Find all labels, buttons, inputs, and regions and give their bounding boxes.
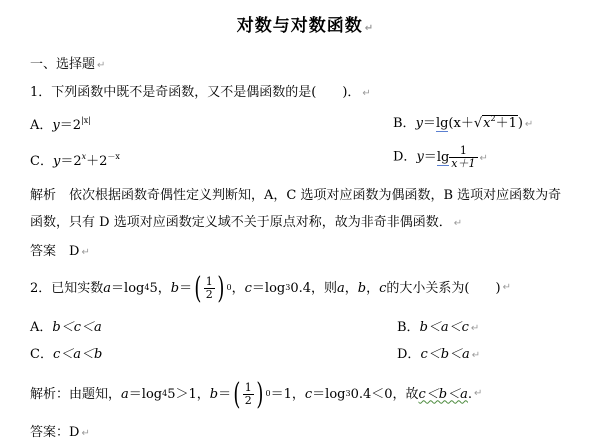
log-base: 3 — [285, 283, 291, 292]
lg-text: lg — [435, 116, 449, 131]
exponent: 0 — [226, 283, 232, 292]
log-base: 3 — [345, 389, 351, 398]
separator: ， — [366, 280, 380, 296]
return-mark: ↵ — [474, 388, 483, 399]
var-y: y — [415, 116, 423, 131]
sqrt-body — [482, 115, 518, 131]
equation-text: ＝2 — [60, 154, 82, 169]
equation-text: ＝log — [312, 386, 346, 402]
var-b: b — [170, 280, 180, 296]
option-label: A． — [30, 320, 53, 335]
answer-text: 答案：D — [30, 425, 80, 440]
exponent: 2 — [490, 114, 496, 123]
left-paren: ( — [194, 270, 202, 306]
option-text: c＜b＜a — [420, 347, 470, 362]
equation-text: ＝ — [423, 149, 437, 165]
return-mark: ↵ — [97, 60, 106, 71]
analysis-text: 解析：由题知， — [30, 386, 122, 402]
return-mark: ↵ — [362, 88, 371, 99]
option-text: b＜c＜a — [52, 320, 102, 335]
q2-answer — [30, 426, 90, 439]
equation-text: ＝log — [128, 386, 163, 402]
option-text: b＜a＜c — [419, 320, 469, 335]
exponent: |x| — [81, 116, 91, 125]
q1-analysis-line-1 — [30, 189, 561, 202]
var-a: a — [103, 280, 112, 296]
analysis-text: 解析 依次根据函数奇偶性定义判断知，A，C 选项对应函数为偶函数，B 选项对应函数为奇 — [30, 188, 562, 203]
var-y: y — [416, 149, 424, 165]
title-text: 对数与对数函数 — [236, 16, 363, 36]
exponent: －x — [107, 152, 120, 161]
option-label: C． — [30, 154, 53, 169]
equation-text: ＝log — [251, 280, 286, 296]
var-a: a — [121, 386, 129, 402]
analysis-text: 函数，只有 D 选项对应函数定义域不关于原点对称，故为非奇非偶函数． — [30, 215, 452, 230]
return-mark: ↵ — [81, 428, 90, 439]
exponent: 0 — [265, 389, 271, 398]
option-label: D． — [393, 149, 417, 165]
equation-text: 0.4，则 — [290, 280, 337, 296]
numerator: 1 — [244, 380, 252, 394]
var-c: c — [244, 280, 252, 296]
option-label: C． — [30, 347, 53, 362]
fraction — [204, 276, 215, 300]
equation-text: ＝2 — [59, 118, 82, 133]
return-mark: ↵ — [524, 119, 534, 130]
plus-one: ＋1 — [495, 116, 517, 131]
q1-stem-text: 1．下列函数中既不是奇函数，又不是偶函数的是( )． — [30, 85, 361, 100]
q1-option-a — [30, 117, 91, 132]
q2-option-b — [397, 321, 479, 334]
fraction — [243, 382, 254, 406]
option-label: A． — [30, 118, 53, 133]
right-paren: ) — [217, 270, 225, 306]
denominator: 2 — [244, 393, 252, 407]
stem-text: 的大小关系为( ) — [386, 280, 501, 296]
lg-text: lg — [436, 149, 450, 165]
log-base: 4 — [162, 389, 168, 398]
right-paren: ) — [256, 376, 264, 412]
numerator: 1 — [205, 274, 213, 288]
return-mark: ↵ — [364, 23, 375, 34]
var-a: a — [337, 280, 345, 296]
conclusion: c＜b＜a — [418, 386, 468, 402]
section-heading — [30, 58, 105, 71]
q1-option-c — [30, 153, 120, 168]
return-mark: ↵ — [502, 282, 511, 293]
argument-open: (x＋ — [448, 116, 474, 131]
option-label: B． — [393, 116, 416, 131]
q2-option-c — [30, 348, 102, 361]
return-mark: ↵ — [471, 350, 481, 361]
equation-text: ＝ — [179, 280, 193, 296]
period: . — [467, 386, 473, 402]
separator: ， — [231, 280, 245, 296]
return-mark: ↵ — [470, 323, 480, 334]
equation-text: ＝1， — [270, 386, 305, 402]
equation-text: ＋2 — [86, 154, 108, 169]
denominator: 2 — [205, 287, 213, 301]
var-c: c — [379, 280, 387, 296]
var-b: b — [357, 280, 367, 296]
q2-option-a — [30, 321, 102, 334]
option-label: B． — [397, 320, 420, 335]
left-paren: ( — [233, 376, 241, 412]
answer-text: 答案 D — [30, 244, 80, 259]
separator: ， — [344, 280, 358, 296]
var-y: y — [52, 154, 61, 169]
fraction — [449, 145, 477, 169]
return-mark: ↵ — [479, 152, 488, 164]
var-x: x — [483, 116, 491, 131]
return-mark: ↵ — [453, 218, 463, 229]
var-y: y — [52, 118, 60, 133]
q1-answer — [30, 245, 90, 258]
q2-analysis — [30, 376, 482, 412]
option-label: D． — [397, 347, 421, 362]
return-mark: ↵ — [81, 247, 90, 258]
q1-option-d — [393, 145, 488, 169]
log-base: 4 — [144, 283, 150, 292]
exponent: x — [81, 152, 87, 161]
var-b: b — [209, 386, 219, 402]
q2-option-d — [397, 348, 480, 361]
equation-text: 0.4＜0，故 — [350, 386, 419, 402]
equation-text: ＝log — [111, 280, 145, 296]
option-text: c＜a＜b — [52, 347, 103, 362]
stem-text: 2．已知实数 — [30, 280, 104, 296]
equation-text: 5， — [149, 280, 171, 296]
page-title — [0, 18, 611, 35]
equation-text: 5＞1， — [167, 386, 210, 402]
section-text: 一、选择题 — [30, 57, 96, 72]
denominator: x＋1 — [451, 156, 476, 170]
q1-option-b — [393, 115, 533, 130]
sqrt-sign: √ — [473, 116, 483, 131]
q1-stem — [30, 86, 371, 99]
equation-text: ＝ — [422, 116, 436, 131]
q1-analysis-line-2 — [30, 216, 462, 229]
equation-text: ＝ — [218, 386, 232, 402]
argument-close: ) — [517, 116, 523, 131]
q2-stem — [30, 270, 511, 306]
numerator: 1 — [449, 145, 477, 158]
var-c: c — [304, 386, 313, 402]
